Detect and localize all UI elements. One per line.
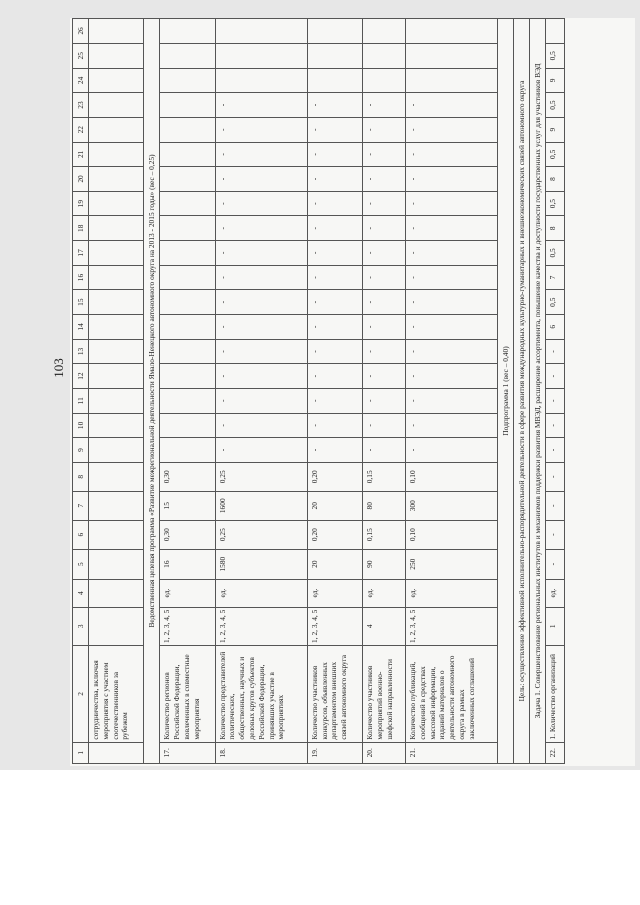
value-cell: 20: [307, 549, 362, 579]
value-cell: -: [215, 265, 307, 290]
task-refs: 1, 2, 3, 4, 5: [160, 607, 215, 646]
value-cell: [546, 19, 565, 44]
value-cell: [406, 43, 498, 68]
value-cell: -: [363, 438, 406, 463]
column-number-3: 3: [73, 607, 89, 646]
value-cell: 0,30: [160, 520, 215, 549]
table-row: [546, 19, 565, 764]
value-cell: [307, 68, 362, 93]
value-cell: -: [363, 241, 406, 266]
table-row: [215, 19, 307, 764]
value-cell: -: [406, 265, 498, 290]
value-cell: 8: [546, 167, 565, 192]
unit: ед.: [215, 579, 307, 607]
value-cell: -: [406, 216, 498, 241]
value-cell: [215, 68, 307, 93]
value-cell: 90: [363, 549, 406, 579]
row-number: 17.: [160, 742, 215, 763]
value-cell: -: [546, 339, 565, 364]
value-cell: 7: [546, 265, 565, 290]
value-cell: 0,10: [406, 520, 498, 549]
value-cell: -: [307, 388, 362, 413]
value-cell: [160, 339, 215, 364]
column-number-6: 6: [73, 520, 89, 549]
value-cell: 0,5: [546, 290, 565, 315]
value-cell: -: [546, 364, 565, 389]
value-cell: [363, 68, 406, 93]
value-cell: [406, 68, 498, 93]
value-cell: [160, 364, 215, 389]
value-cell: [160, 413, 215, 438]
unit: ед.: [546, 579, 565, 607]
value-cell: -: [215, 142, 307, 167]
goal-text: Цель: осуществление эффективной исполнительно-распорядительной деятельности в сфере развития международных культурно-гуманитарных и внешнеэкономических связей автономного округа: [514, 19, 530, 764]
value-cell: -: [363, 167, 406, 192]
task-refs: 1, 2, 3, 4, 5: [406, 607, 498, 646]
value-cell: [363, 43, 406, 68]
value-cell: -: [307, 290, 362, 315]
unit: ед.: [363, 579, 406, 607]
indicator-name: Количество представителей политических, общественных, научных и деловых кругов субъектов Российской Федерации, принявших участие в мероприятиях: [215, 646, 307, 742]
value-cell: -: [363, 290, 406, 315]
value-cell: [307, 19, 362, 44]
row-number: 21.: [406, 742, 498, 763]
value-cell: -: [307, 241, 362, 266]
column-number-row: [73, 19, 89, 764]
value-cell: [215, 43, 307, 68]
value-cell: -: [546, 438, 565, 463]
value-cell: 0,10: [406, 462, 498, 491]
value-cell: [160, 191, 215, 216]
value-cell: 250: [406, 549, 498, 579]
value-cell: -: [363, 413, 406, 438]
value-cell: -: [546, 413, 565, 438]
value-cell: -: [406, 364, 498, 389]
column-number-16: 16: [73, 265, 89, 290]
value-cell: -: [363, 216, 406, 241]
column-number-22: 22: [73, 117, 89, 142]
value-cell: -: [363, 364, 406, 389]
table-row: [160, 19, 215, 764]
task-row: [530, 19, 546, 764]
value-cell: -: [546, 549, 565, 579]
value-cell: -: [363, 142, 406, 167]
value-cell: -: [215, 315, 307, 340]
value-cell: -: [363, 388, 406, 413]
column-number-23: 23: [73, 93, 89, 118]
value-cell: -: [215, 388, 307, 413]
value-cell: 0,5: [546, 241, 565, 266]
value-cell: 16: [160, 549, 215, 579]
value-cell: -: [307, 167, 362, 192]
value-cell: [160, 241, 215, 266]
indicator-name: Количество публикаций, сообщений в средствах массовой информации, изданий материалов о деятельности автономного округа в рамках заключенных соглашений: [406, 646, 498, 742]
value-cell: [160, 142, 215, 167]
value-cell: [160, 388, 215, 413]
value-cell: -: [363, 191, 406, 216]
value-cell: -: [406, 290, 498, 315]
value-cell: 0,25: [215, 520, 307, 549]
value-cell: [160, 43, 215, 68]
value-cell: [215, 19, 307, 44]
task-refs: 1, 2, 3, 4, 5: [307, 607, 362, 646]
value-cell: -: [307, 413, 362, 438]
column-number-11: 11: [73, 388, 89, 413]
value-cell: -: [307, 191, 362, 216]
indicator-name: Количество регионов Российской Федерации, вовлеченных в совместные мероприятия: [160, 646, 215, 742]
value-cell: -: [215, 93, 307, 118]
subprogram-title: Подпрограмма 1 (вес – 0,40): [498, 19, 514, 764]
value-cell: -: [406, 117, 498, 142]
column-number-21: 21: [73, 142, 89, 167]
column-number-26: 26: [73, 19, 89, 44]
value-cell: [160, 93, 215, 118]
value-cell: -: [363, 265, 406, 290]
page-number: 103: [51, 358, 66, 378]
value-cell: -: [307, 364, 362, 389]
value-cell: 20: [307, 491, 362, 520]
value-cell: -: [406, 438, 498, 463]
value-cell: -: [215, 216, 307, 241]
value-cell: -: [406, 142, 498, 167]
value-cell: -: [363, 117, 406, 142]
subprogram-row: [498, 19, 514, 764]
value-cell: [160, 315, 215, 340]
value-cell: -: [215, 364, 307, 389]
value-cell: 0,5: [546, 43, 565, 68]
goal-row: [514, 19, 530, 764]
value-cell: 0,15: [363, 462, 406, 491]
column-number-5: 5: [73, 549, 89, 579]
value-cell: [160, 290, 215, 315]
column-number-12: 12: [73, 364, 89, 389]
value-cell: -: [215, 241, 307, 266]
value-cell: 1580: [215, 549, 307, 579]
column-number-15: 15: [73, 290, 89, 315]
value-cell: -: [546, 462, 565, 491]
value-cell: [406, 19, 498, 44]
task-refs: 1, 2, 3, 4, 5: [215, 607, 307, 646]
value-cell: -: [363, 339, 406, 364]
row-number: 20.: [363, 742, 406, 763]
indicators-table: [72, 18, 565, 764]
value-cell: -: [363, 93, 406, 118]
indicator-name: Количество участников мероприятий военно-шефской направленности: [363, 646, 406, 742]
column-number-7: 7: [73, 491, 89, 520]
value-cell: -: [307, 142, 362, 167]
column-number-4: 4: [73, 579, 89, 607]
value-cell: -: [215, 438, 307, 463]
column-number-10: 10: [73, 413, 89, 438]
unit: ед.: [406, 579, 498, 607]
table-row: [406, 19, 498, 764]
column-number-14: 14: [73, 315, 89, 340]
table-body: [73, 19, 565, 764]
value-cell: 0,25: [215, 462, 307, 491]
value-cell: 0,20: [307, 520, 362, 549]
column-number-8: 8: [73, 462, 89, 491]
value-cell: [363, 19, 406, 44]
row-number: 22.: [546, 742, 565, 763]
value-cell: [160, 68, 215, 93]
value-cell: 0,15: [363, 520, 406, 549]
value-cell: -: [307, 265, 362, 290]
column-number-20: 20: [73, 167, 89, 192]
unit: ед.: [307, 579, 362, 607]
value-cell: -: [307, 216, 362, 241]
value-cell: -: [215, 117, 307, 142]
column-number-13: 13: [73, 339, 89, 364]
value-cell: 80: [363, 491, 406, 520]
column-number-18: 18: [73, 216, 89, 241]
indicator-name: Количество участников конкурсов, объявленных департаментом внешних связей автономного округа: [307, 646, 362, 742]
value-cell: 0,5: [546, 93, 565, 118]
column-number-1: 1: [73, 742, 89, 763]
value-cell: [160, 117, 215, 142]
unit: ед.: [160, 579, 215, 607]
value-cell: [160, 265, 215, 290]
value-cell: -: [406, 191, 498, 216]
continuation-row: [89, 19, 144, 764]
continuation-name-cell: сотрудничества, включая мероприятия с участием соотечественников за рубежом: [89, 646, 144, 742]
value-cell: -: [307, 315, 362, 340]
task-refs: 4: [363, 607, 406, 646]
value-cell: -: [406, 241, 498, 266]
value-cell: -: [406, 167, 498, 192]
task-refs: 1: [546, 607, 565, 646]
value-cell: -: [307, 339, 362, 364]
value-cell: 0,5: [546, 191, 565, 216]
table-row: [363, 19, 406, 764]
row-number: 18.: [215, 742, 307, 763]
value-cell: -: [406, 413, 498, 438]
value-cell: -: [215, 191, 307, 216]
value-cell: -: [215, 339, 307, 364]
value-cell: [160, 438, 215, 463]
value-cell: -: [307, 438, 362, 463]
column-number-24: 24: [73, 68, 89, 93]
value-cell: -: [406, 315, 498, 340]
task-text: Задача 1. Совершенствование региональных институтов и механизмов поддержки развития МВЭД, расширение ассортимента, повышение качества и доступности государственных услуг для участников ВЭД: [530, 19, 546, 764]
value-cell: 9: [546, 117, 565, 142]
value-cell: -: [215, 167, 307, 192]
value-cell: 6: [546, 315, 565, 340]
value-cell: 0,30: [160, 462, 215, 491]
column-number-9: 9: [73, 438, 89, 463]
column-number-17: 17: [73, 241, 89, 266]
value-cell: -: [406, 388, 498, 413]
value-cell: -: [546, 388, 565, 413]
value-cell: 1600: [215, 491, 307, 520]
rotated-table-container: [72, 18, 565, 764]
indicator-name: 1. Количество организаций: [546, 646, 565, 742]
value-cell: -: [307, 117, 362, 142]
column-number-2: 2: [73, 646, 89, 742]
value-cell: 8: [546, 216, 565, 241]
value-cell: -: [406, 93, 498, 118]
value-cell: 9: [546, 68, 565, 93]
column-number-25: 25: [73, 43, 89, 68]
value-cell: 0,5: [546, 142, 565, 167]
value-cell: [160, 19, 215, 44]
value-cell: [160, 216, 215, 241]
section-header-row: [144, 19, 160, 764]
value-cell: -: [363, 315, 406, 340]
value-cell: -: [215, 413, 307, 438]
value-cell: [307, 43, 362, 68]
table-row: [307, 19, 362, 764]
value-cell: 15: [160, 491, 215, 520]
value-cell: -: [546, 520, 565, 549]
column-number-19: 19: [73, 191, 89, 216]
section-vedomstvennaya-title: Ведомственная целевая программа «Развитие межрегиональной деятельности Ямало-Ненецкого автономного округа на 2013 - 2015 годы» (вес – 0,25): [144, 19, 160, 764]
value-cell: 300: [406, 491, 498, 520]
value-cell: -: [406, 339, 498, 364]
value-cell: [160, 167, 215, 192]
value-cell: -: [546, 491, 565, 520]
value-cell: -: [215, 290, 307, 315]
value-cell: -: [307, 93, 362, 118]
row-number: 19.: [307, 742, 362, 763]
value-cell: 0,20: [307, 462, 362, 491]
